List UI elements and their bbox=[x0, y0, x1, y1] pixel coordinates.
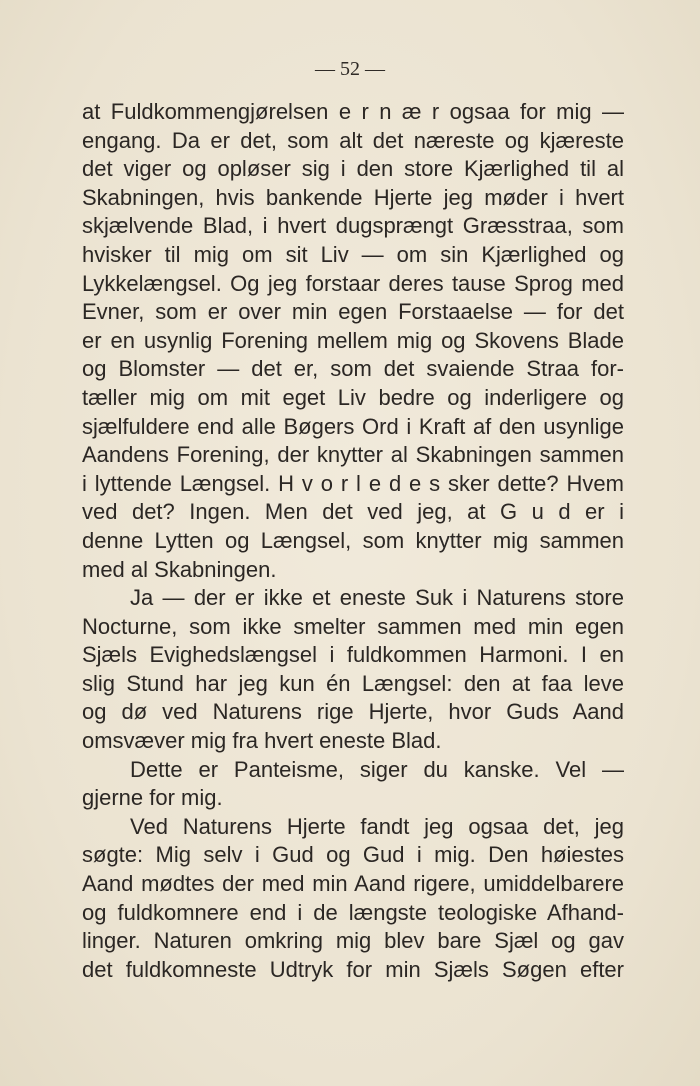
text-line: sjælfuldere end alle Bøgers Ord i Kraft af den usynlige bbox=[82, 413, 624, 439]
text-line: Ved Naturens Hjerte fandt jeg ogsaa det, jeg bbox=[130, 813, 624, 839]
text-line: Evner, som er over min egen Forstaaelse — for det bbox=[82, 299, 624, 325]
text-line: og Blomster — det er, som det svaiende Straa for- bbox=[82, 356, 624, 382]
text-line: det fuldkomneste Udtryk for min Sjæls Søgen efter bbox=[82, 956, 624, 982]
page-number: — 52 — bbox=[315, 58, 385, 80]
text-line: Sjæls Evighedslængsel i fuldkommen Harmoni. I en bbox=[82, 642, 624, 668]
text-line: at Fuldkommengjørelsen e r n æ r ogsaa for mig — bbox=[82, 99, 624, 124]
text-line: hvisker til mig om sit Liv — om sin Kjærlighed og bbox=[82, 241, 624, 267]
text-line: og dø ved Naturens rige Hjerte, hvor Guds Aand bbox=[82, 699, 624, 725]
text-line: Aandens Forening, der knytter al Skabningen sammen bbox=[82, 442, 624, 468]
text-line: slig Stund har jeg kun én Længsel: den at faa leve bbox=[82, 670, 624, 696]
text-line: linger. Naturen omkring mig blev bare Sjæl og gav bbox=[82, 928, 624, 954]
text-line: skjælvende Blad, i hvert dugsprængt Græsstraa, som bbox=[82, 213, 624, 239]
text-line: er en usynlig Forening mellem mig og Skovens Blade bbox=[82, 327, 624, 353]
text-line: Skabningen, hvis bankende Hjerte jeg møder i hvert bbox=[82, 184, 624, 210]
text-line: Lykkelængsel. Og jeg forstaar deres tause Sprog med bbox=[82, 270, 624, 296]
text-line: og fuldkomnere end i de længste teologiske Afhand- bbox=[82, 899, 624, 925]
text-line: Ja — der er ikke et eneste Suk i Naturens store bbox=[130, 585, 624, 611]
text-line: søgte: Mig selv i Gud og Gud i mig. Den høiestes bbox=[82, 842, 624, 868]
body-text bbox=[82, 98, 624, 984]
text-line: det viger og opløser sig i den store Kjærlighed til al bbox=[82, 156, 624, 182]
text-line: gjerne for mig. bbox=[82, 785, 223, 811]
text-line: tæller mig om mit eget Liv bedre og inderligere og bbox=[82, 384, 624, 410]
text-line: i lyttende Længsel. H v o r l e d e s sker dette? Hvem bbox=[82, 470, 624, 496]
text-line: Nocturne, som ikke smelter sammen med min egen bbox=[82, 613, 624, 639]
text-line: engang. Da er det, som alt det næreste og kjæreste bbox=[82, 127, 624, 153]
text-line: denne Lytten og Længsel, som knytter mig sammen bbox=[82, 527, 624, 553]
text-line: Aand mødtes der med min Aand rigere, umiddelbarere bbox=[82, 871, 624, 897]
text-line: omsvæver mig fra hvert eneste Blad. bbox=[82, 728, 442, 754]
text-line: Dette er Panteisme, siger du kanske. Vel — bbox=[130, 756, 624, 782]
text-line: ved det? Ingen. Men det ved jeg, at G u d er i bbox=[82, 499, 624, 525]
text-line: med al Skabningen. bbox=[82, 556, 277, 582]
